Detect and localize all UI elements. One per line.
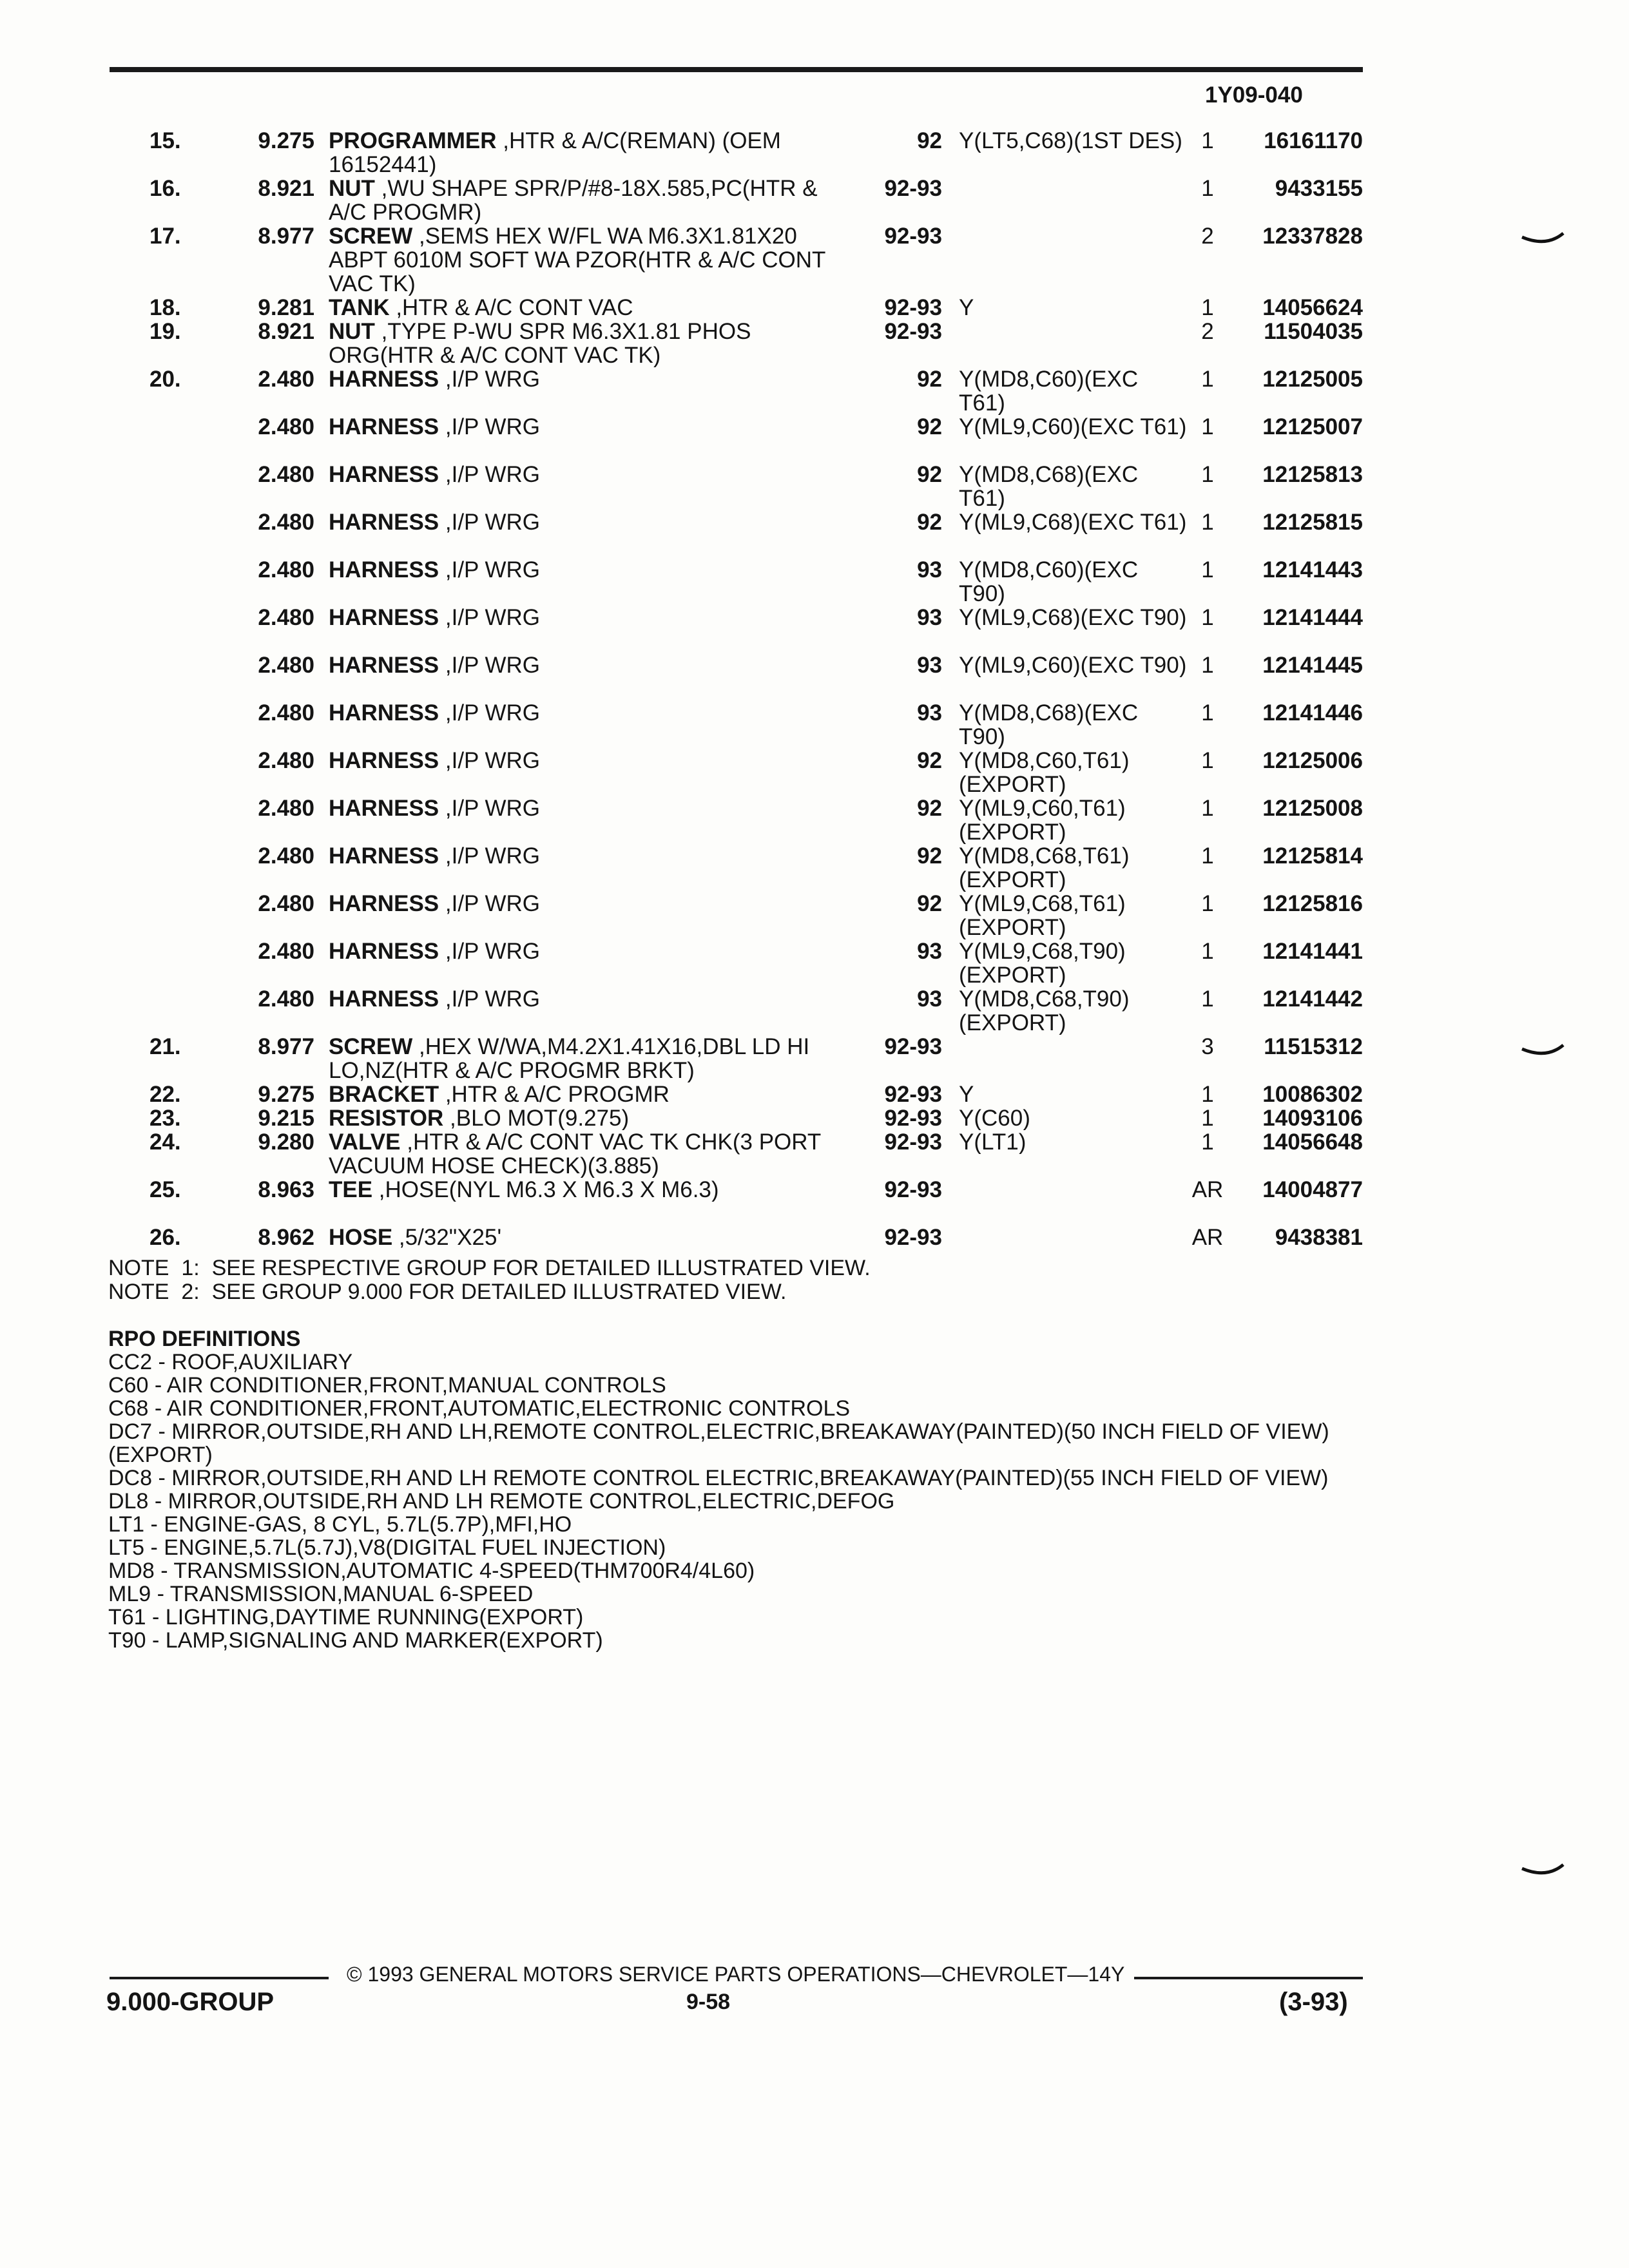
table-row [0,749,1629,796]
part-number: 12125813 [1262,462,1363,487]
part-detail: ,I/P WRG [439,892,541,916]
table-row [0,510,1629,558]
table-row [0,606,1629,653]
usage-note: Y(ML9,C60)(EXC T61) [959,415,1187,439]
quantity: 1 [1201,700,1214,726]
group-number: 2.480 [258,843,314,869]
quantity: 1 [1201,295,1214,320]
rpo-definition: CC2 - ROOF,AUXILIARY [108,1350,353,1374]
part-detail: ,I/P WRG [439,939,541,963]
model-years: 92 [917,510,942,535]
part-name: TANK [329,296,390,320]
part-description [329,796,857,820]
part-description [329,1106,857,1130]
part-number: 12125007 [1262,414,1363,439]
group-number: 2.480 [258,367,314,392]
part-detail: ,BLO MOT(9.275) [443,1106,630,1130]
table-row [0,939,1629,987]
usage-note: Y(MD8,C60)(EXC T90) [959,558,1139,606]
item-number: 24. [149,1129,181,1155]
item-number: 15. [149,128,181,153]
usage-note: Y(ML9,C68)(EXC T61) [959,510,1187,534]
note-line: NOTE 1: SEE RESPECTIVE GROUP FOR DETAILED ILLUSTRATED VIEW. [108,1256,871,1280]
table-row [0,1225,1629,1249]
model-years: 92-93 [884,295,942,320]
rpo-definitions [108,1327,1371,1652]
model-years: 92 [917,796,942,821]
quantity: 1 [1201,367,1214,392]
rpo-title: RPO DEFINITIONS [108,1327,301,1351]
usage-note: Y [959,1082,974,1106]
table-row [0,463,1629,510]
table-row [0,653,1629,701]
item-number: 20. [149,367,181,392]
group-number: 8.921 [258,176,314,201]
part-detail: ,I/P WRG [439,510,541,534]
quantity: 1 [1201,939,1214,964]
part-number: 9433155 [1275,176,1363,201]
part-number: 12337828 [1262,224,1363,249]
usage-note: Y(MD8,C60,T61) (EXPORT) [959,749,1130,796]
part-description [329,1130,857,1178]
part-name: HARNESS [329,653,439,677]
part-description [329,320,857,367]
usage-note: Y(ML9,C60)(EXC T90) [959,653,1187,677]
rpo-definition: DC8 - MIRROR,OUTSIDE,RH AND LH REMOTE CONTROL ELECTRIC,BREAKAWAY(PAINTED)(55 INCH FIELD OF VIEW) [108,1466,1329,1490]
table-row [0,320,1629,367]
group-number: 8.963 [258,1177,314,1202]
quantity: AR [1191,1225,1224,1250]
quantity: 1 [1201,128,1214,153]
part-description [329,558,857,582]
part-description [329,892,857,916]
part-number: 12141442 [1262,986,1363,1012]
part-number: 14004877 [1262,1177,1363,1202]
quantity: 2 [1201,224,1214,249]
group-number: 2.480 [258,605,314,630]
quantity: 1 [1201,653,1214,678]
part-number: 12125008 [1262,796,1363,821]
quantity: AR [1191,1177,1224,1202]
model-years: 92 [917,843,942,869]
group-number: 8.962 [258,1225,314,1250]
model-years: 92 [917,128,942,153]
item-number: 18. [149,295,181,320]
model-years: 92-93 [884,1106,942,1131]
part-number: 11504035 [1264,319,1363,344]
top-rule [110,67,1363,72]
group-number: 9.281 [258,295,314,320]
part-detail: ,I/P WRG [439,749,541,773]
model-years: 93 [917,605,942,630]
table-row [0,367,1629,415]
part-detail: ,HTR & A/C(REMAN) (OEM 16152441) [329,129,781,177]
quantity: 1 [1201,748,1214,773]
model-years: 93 [917,700,942,726]
model-years: 92-93 [884,1129,942,1155]
group-number: 2.480 [258,510,314,535]
table-row [0,1106,1629,1130]
part-description [329,987,857,1011]
page-code: 1Y09-040 [1205,82,1303,108]
part-detail: ,HEX W/WA,M4.2X1.41X16,DBL LD HI LO,NZ(HTR & A/C PROGMR BRKT) [329,1035,810,1082]
part-number: 14056624 [1262,295,1363,320]
quantity: 2 [1201,319,1214,344]
part-detail: ,5/32"X25' [392,1225,502,1249]
part-description [329,606,857,629]
part-detail: ,I/P WRG [439,367,541,391]
group-number: 8.921 [258,319,314,344]
model-years: 93 [917,653,942,678]
model-years: 93 [917,939,942,964]
table-row [0,987,1629,1035]
item-number: 26. [149,1225,181,1250]
quantity: 1 [1201,1106,1214,1131]
quantity: 1 [1201,414,1214,439]
part-number: 12125815 [1262,510,1363,535]
part-description [329,224,857,296]
usage-note: Y(MD8,C60)(EXC T61) [959,367,1139,415]
part-description [329,296,857,320]
group-number: 2.480 [258,414,314,439]
part-number: 14056648 [1262,1129,1363,1155]
table-row [0,129,1629,177]
part-name: HARNESS [329,367,439,391]
quantity: 1 [1201,1129,1214,1155]
part-number: 12125816 [1262,891,1363,916]
group-number: 2.480 [258,700,314,726]
part-description [329,1225,857,1249]
part-name: HARNESS [329,510,439,534]
part-name: SCREW [329,224,413,249]
table-row [0,844,1629,892]
part-name: NUT [329,177,375,201]
part-name: VALVE [329,1130,401,1155]
quantity: 1 [1201,176,1214,201]
footer-rule-right [1134,1977,1363,1979]
part-number: 12125006 [1262,748,1363,773]
part-detail: ,WU SHAPE SPR/P/#8-18X.585,PC(HTR & A/C PROGMR) [329,177,818,224]
part-number: 12141443 [1262,557,1363,582]
page-number: 9-58 [686,1990,731,2014]
part-description [329,701,857,725]
part-detail: ,I/P WRG [439,844,541,868]
rpo-definition: DC7 - MIRROR,OUTSIDE,RH AND LH,REMOTE CONTROL,ELECTRIC,BREAKAWAY(PAINTED)(50 INCH FIELD OF VIEW)(EXPORT) [108,1419,1329,1467]
model-years: 93 [917,557,942,582]
usage-note: Y(MD8,C68,T90) (EXPORT) [959,987,1130,1035]
table-row [0,796,1629,844]
part-detail: ,I/P WRG [439,701,541,725]
usage-note: Y(MD8,C68,T61) (EXPORT) [959,844,1130,892]
group-number: 2.480 [258,986,314,1012]
table-row [0,701,1629,749]
part-description [329,367,857,391]
item-number: 17. [149,224,181,249]
group-number: 2.480 [258,939,314,964]
model-years: 92 [917,748,942,773]
part-number: 14093106 [1262,1106,1363,1131]
part-number: 9438381 [1275,1225,1363,1250]
part-detail: ,HOSE(NYL M6.3 X M6.3 X M6.3) [372,1178,719,1202]
part-name: HARNESS [329,749,439,773]
part-description [329,510,857,534]
quantity: 1 [1201,843,1214,869]
part-description [329,844,857,868]
item-number: 22. [149,1082,181,1107]
model-years: 92-93 [884,1082,942,1107]
rpo-definition: LT5 - ENGINE,5.7L(5.7J),V8(DIGITAL FUEL INJECTION) [108,1535,666,1560]
usage-note: Y(LT1) [959,1130,1027,1154]
group-number: 2.480 [258,891,314,916]
group-number: 9.215 [258,1106,314,1131]
model-years: 92-93 [884,224,942,249]
part-number: 12125005 [1262,367,1363,392]
part-description [329,1035,857,1082]
part-description [329,463,857,486]
part-detail: ,SEMS HEX W/FL WA M6.3X1.81X20 ABPT 6010M SOFT WA PZOR(HTR & A/C CONT VAC TK) [329,224,825,296]
part-name: TEE [329,1178,373,1202]
model-years: 92 [917,414,942,439]
table-row [0,1178,1629,1225]
part-description [329,1082,857,1106]
part-name: HARNESS [329,939,439,963]
part-name: HARNESS [329,558,439,582]
part-number: 12141441 [1262,939,1363,964]
usage-note: Y(ML9,C68,T61) (EXPORT) [959,892,1126,939]
table-row [0,1035,1629,1082]
rpo-definition: C60 - AIR CONDITIONER,FRONT,MANUAL CONTROLS [108,1373,666,1398]
part-name: SCREW [329,1035,413,1059]
group-number: 2.480 [258,462,314,487]
part-name: HARNESS [329,796,439,820]
parts-list [0,129,1629,1249]
note-line: NOTE 2: SEE GROUP 9.000 FOR DETAILED ILLUSTRATED VIEW. [108,1280,787,1304]
rpo-definition: T61 - LIGHTING,DAYTIME RUNNING(EXPORT) [108,1605,584,1629]
table-row [0,892,1629,939]
table-row [0,558,1629,606]
rpo-definition: DL8 - MIRROR,OUTSIDE,RH AND LH REMOTE CONTROL,ELECTRIC,DEFOG [108,1489,895,1514]
usage-note: Y(ML9,C60,T61) (EXPORT) [959,796,1126,844]
quantity: 1 [1201,1082,1214,1107]
model-years: 92-93 [884,1034,942,1059]
footer-rule-left [110,1977,329,1979]
part-name: HARNESS [329,463,439,486]
group-number: 9.275 [258,128,314,153]
binder-hole-mark-icon [1521,1862,1565,1879]
part-name: HARNESS [329,844,439,868]
part-name: HARNESS [329,701,439,725]
group-number: 2.480 [258,748,314,773]
model-years: 92-93 [884,1225,942,1250]
part-detail: ,I/P WRG [439,415,541,439]
part-number: 12125814 [1262,843,1363,869]
quantity: 1 [1201,891,1214,916]
table-row [0,296,1629,320]
group-number: 9.275 [258,1082,314,1107]
part-detail: ,I/P WRG [439,796,541,820]
model-years: 93 [917,986,942,1012]
part-description [329,939,857,963]
group-number: 2.480 [258,653,314,678]
quantity: 1 [1201,510,1214,535]
part-name: PROGRAMMER [329,129,497,153]
part-detail: ,HTR & A/C CONT VAC TK CHK(3 PORT VACUUM HOSE CHECK)(3.885) [329,1130,821,1178]
item-number: 19. [149,319,181,344]
part-number: 11515312 [1264,1034,1363,1059]
part-name: HARNESS [329,892,439,916]
model-years: 92-93 [884,319,942,344]
table-row [0,1082,1629,1106]
part-detail: ,HTR & A/C CONT VAC [389,296,633,320]
quantity: 1 [1201,462,1214,487]
item-number: 16. [149,176,181,201]
part-detail: ,I/P WRG [439,606,541,629]
part-name: HOSE [329,1225,393,1249]
group-number: 8.977 [258,224,314,249]
table-row [0,177,1629,224]
model-years: 92-93 [884,176,942,201]
quantity: 1 [1201,986,1214,1012]
part-detail: ,HTR & A/C PROGMR [439,1082,670,1106]
part-description [329,415,857,439]
usage-note: Y(LT5,C68)(1ST DES) [959,129,1182,153]
binder-hole-mark-icon [1521,231,1565,247]
part-detail: ,I/P WRG [439,653,541,677]
quantity: 1 [1201,796,1214,821]
rpo-definition: T90 - LAMP,SIGNALING AND MARKER(EXPORT) [108,1628,603,1653]
part-detail: ,I/P WRG [439,558,541,582]
rpo-list [108,1350,1371,1652]
revision-date: (3-93) [1279,1988,1348,2016]
rpo-definition: LT1 - ENGINE-GAS, 8 CYL, 5.7L(5.7P),MFI,HO [108,1512,572,1537]
item-number: 23. [149,1106,181,1131]
part-name: HARNESS [329,415,439,439]
group-number: 2.480 [258,796,314,821]
part-detail: ,TYPE P-WU SPR M6.3X1.81 PHOS ORG(HTR & A/C CONT VAC TK) [329,320,751,367]
part-name: HARNESS [329,606,439,629]
table-row [0,224,1629,296]
rpo-definition: C68 - AIR CONDITIONER,FRONT,AUTOMATIC,ELECTRONIC CONTROLS [108,1396,851,1421]
part-name: BRACKET [329,1082,439,1106]
copyright-text: © 1993 GENERAL MOTORS SERVICE PARTS OPERATIONS—CHEVROLET—14Y [347,1963,1125,1986]
model-years: 92 [917,367,942,392]
table-row [0,415,1629,463]
part-description [329,177,857,224]
part-description [329,129,857,177]
part-description [329,749,857,773]
usage-note: Y(ML9,C68)(EXC T90) [959,606,1187,629]
part-number: 16161170 [1264,128,1363,153]
part-number: 12141445 [1262,653,1363,678]
model-years: 92 [917,891,942,916]
part-number: 10086302 [1262,1082,1363,1107]
rpo-definition: MD8 - TRANSMISSION,AUTOMATIC 4-SPEED(THM700R4/4L60) [108,1559,755,1583]
usage-note: Y(ML9,C68,T90) (EXPORT) [959,939,1126,987]
group-number: 2.480 [258,557,314,582]
part-detail: ,I/P WRG [439,987,541,1011]
part-number: 12141446 [1262,700,1363,726]
quantity: 3 [1201,1034,1214,1059]
part-description [329,1178,857,1202]
part-name: RESISTOR [329,1106,444,1130]
part-name: NUT [329,320,375,344]
model-years: 92-93 [884,1177,942,1202]
item-number: 21. [149,1034,181,1059]
table-row [0,1130,1629,1178]
group-code: 9.000-GROUP [106,1988,275,2016]
item-number: 25. [149,1177,181,1202]
binder-hole-mark-icon [1521,1043,1565,1059]
part-number: 12141444 [1262,605,1363,630]
notes-section [108,1256,871,1304]
part-description [329,653,857,677]
usage-note: Y(MD8,C68)(EXC T90) [959,701,1139,749]
group-number: 8.977 [258,1034,314,1059]
part-detail: ,I/P WRG [439,463,541,486]
part-name: HARNESS [329,987,439,1011]
usage-note: Y(MD8,C68)(EXC T61) [959,463,1139,510]
model-years: 92 [917,462,942,487]
usage-note: Y(C60) [959,1106,1030,1130]
quantity: 1 [1201,605,1214,630]
group-number: 9.280 [258,1129,314,1155]
usage-note: Y [959,296,974,320]
quantity: 1 [1201,557,1214,582]
rpo-definition: ML9 - TRANSMISSION,MANUAL 6-SPEED [108,1582,534,1606]
